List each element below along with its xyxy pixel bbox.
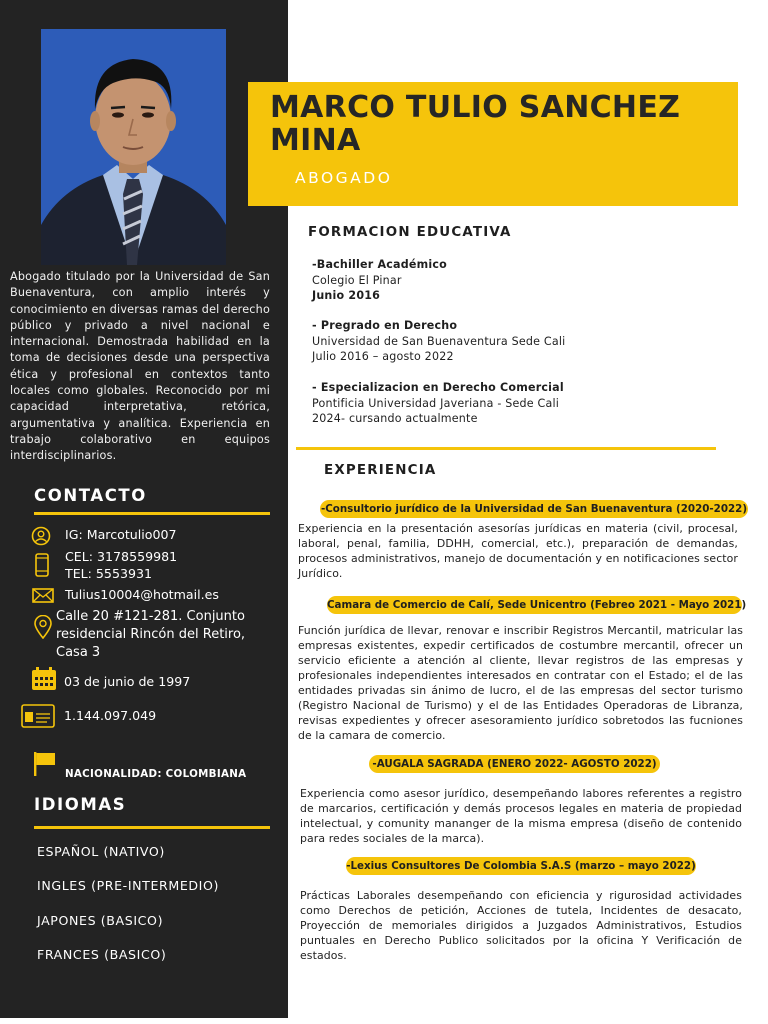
person-name	[270, 91, 680, 157]
education-date: Julio 2016 – agosto 2022	[312, 350, 454, 364]
cellphone-number[interactable]: CEL: 3178559981	[65, 549, 178, 564]
education-degree: -Bachiller Académico	[312, 258, 447, 271]
education-section-title: FORMACION EDUCATIVA	[308, 225, 512, 240]
experience-description: Función jurídica de llevar, renovar e inscribir Registros Mercantil, matricular las empresas existentes, expedir certificados de costumbre mercantil, ofrecer un servicio eficiente a atención al cliente, llevar registros de las empresas y profesionales independientes interesados en contratar con el Estado; el de las entidades privadas sin ánimo de lucro, el de las empresas del sector turismo (Registro Nacional de Turismo) y el de las Entidades Operadoras de Libranza, revisas expedientes y ofrecer asesoramiento jurídico sobretodos las fucniones de la camara de comercio.	[298, 624, 743, 742]
section-divider	[296, 447, 716, 450]
languages-divider	[34, 826, 270, 829]
email-address[interactable]: Tulius10004@hotmail.es	[65, 587, 219, 602]
education-institution: Universidad de San Buenaventura Sede Cali	[312, 334, 566, 348]
education-item	[312, 380, 564, 427]
user-icon	[30, 526, 52, 546]
job-title: ABOGADO	[295, 169, 393, 187]
location-icon	[34, 615, 52, 639]
id-number: 1.144.097.049	[64, 708, 157, 723]
profile-photo	[41, 29, 226, 265]
id-card-icon	[21, 704, 55, 728]
mail-icon	[32, 588, 54, 603]
home-address: Calle 20 #121-281. Conjunto residencial Rincón del Retiro, Casa 3	[56, 609, 246, 660]
profile-summary: Abogado titulado por la Universidad de San Buenaventura, con amplio interés y conocimiento en diversas ramas del derecho público y privado a nivel nacional e internacional. Demostrada habilidad en la toma de decisiones desde una perspectiva ética y profesional en contextos tanto locales como globales. Reconocido por mi capacidad interpretativa, retórica, argumentativa y analítica. Experiencia en trabajo colaborativo en equipos interdisciplinarios.	[10, 270, 270, 463]
experience-heading: Camara de Comercio de Calí, Sede Unicentro (Febreo 2021 - Mayo 2021)	[327, 596, 742, 614]
experience-heading: -Lexius Consultores De Colombia S.A.S (marzo – mayo 2022)	[346, 857, 696, 875]
language-item: ESPAÑOL (NATIVO)	[37, 844, 165, 859]
flag-icon	[33, 751, 57, 777]
person-name-line-1: MARCO TULIO SANCHEZ	[270, 90, 681, 125]
telephone-number[interactable]: TEL: 5553931	[65, 566, 153, 581]
education-institution: Colegio El Pinar	[312, 273, 402, 287]
experience-heading: -AUGALA SAGRADA (ENERO 2022- AGOSTO 2022)	[369, 755, 660, 773]
education-date: Junio 2016	[312, 289, 381, 303]
contact-section-title: CONTACTO	[34, 486, 147, 505]
nationality: NACIONALIDAD: COLOMBIANA	[65, 768, 247, 780]
birth-date: 03 de junio de 1997	[64, 674, 191, 689]
phone-icon	[35, 553, 49, 577]
person-name-line-2: MINA	[270, 123, 361, 158]
language-item: JAPONES (BASICO)	[37, 913, 164, 928]
language-item: INGLES (PRE-INTERMEDIO)	[37, 878, 220, 893]
languages-section-title: IDIOMAS	[34, 795, 127, 814]
education-degree: - Especializacion en Derecho Comercial	[312, 381, 564, 394]
experience-description: Prácticas Laborales desempeñando con eficiencia y rigurosidad actividades como Derechos de petición, Acciones de tutela, Incidentes de desacato, Proyección de memoriales dirigidos a Juzgados Administrativos, Estudios puntuales en Derecho Publico solicitados por la oficina Y Verificación de estados.	[300, 889, 742, 962]
experience-heading: -Consultorio jurídico de la Universidad de San Buenaventura (2020-2022)	[320, 500, 748, 518]
instagram-handle[interactable]: IG: Marcotulio007	[65, 527, 177, 542]
experience-section-title: EXPERIENCIA	[324, 463, 437, 478]
contact-divider	[34, 512, 270, 515]
education-degree: - Pregrado en Derecho	[312, 319, 458, 332]
education-institution: Pontificia Universidad Javeriana - Sede Cali	[312, 396, 560, 410]
language-item: FRANCES (BASICO)	[37, 947, 167, 962]
experience-description: Experiencia en la presentación asesorías jurídicas en materia (civil, procesal, laboral, penal, familia, DDHH, comercial, etc.), preparación de demandas, procesos administrativos, manejo de documentación y en notificaciones sector Jurídico.	[298, 522, 738, 580]
sidebar	[0, 0, 288, 1018]
education-item	[312, 318, 565, 365]
calendar-icon	[31, 667, 57, 691]
experience-description: Experiencia como asesor jurídico, desempeñando labores referentes a registro de marcarios, certificación y demás procesos legales en materia de propiedad intelectual, y comunity mananger de la misma empresa (diseño de contenido para redes sociales de la marca).	[300, 787, 742, 845]
education-date: 2024- cursando actualmente	[312, 412, 478, 426]
education-item	[312, 257, 447, 304]
